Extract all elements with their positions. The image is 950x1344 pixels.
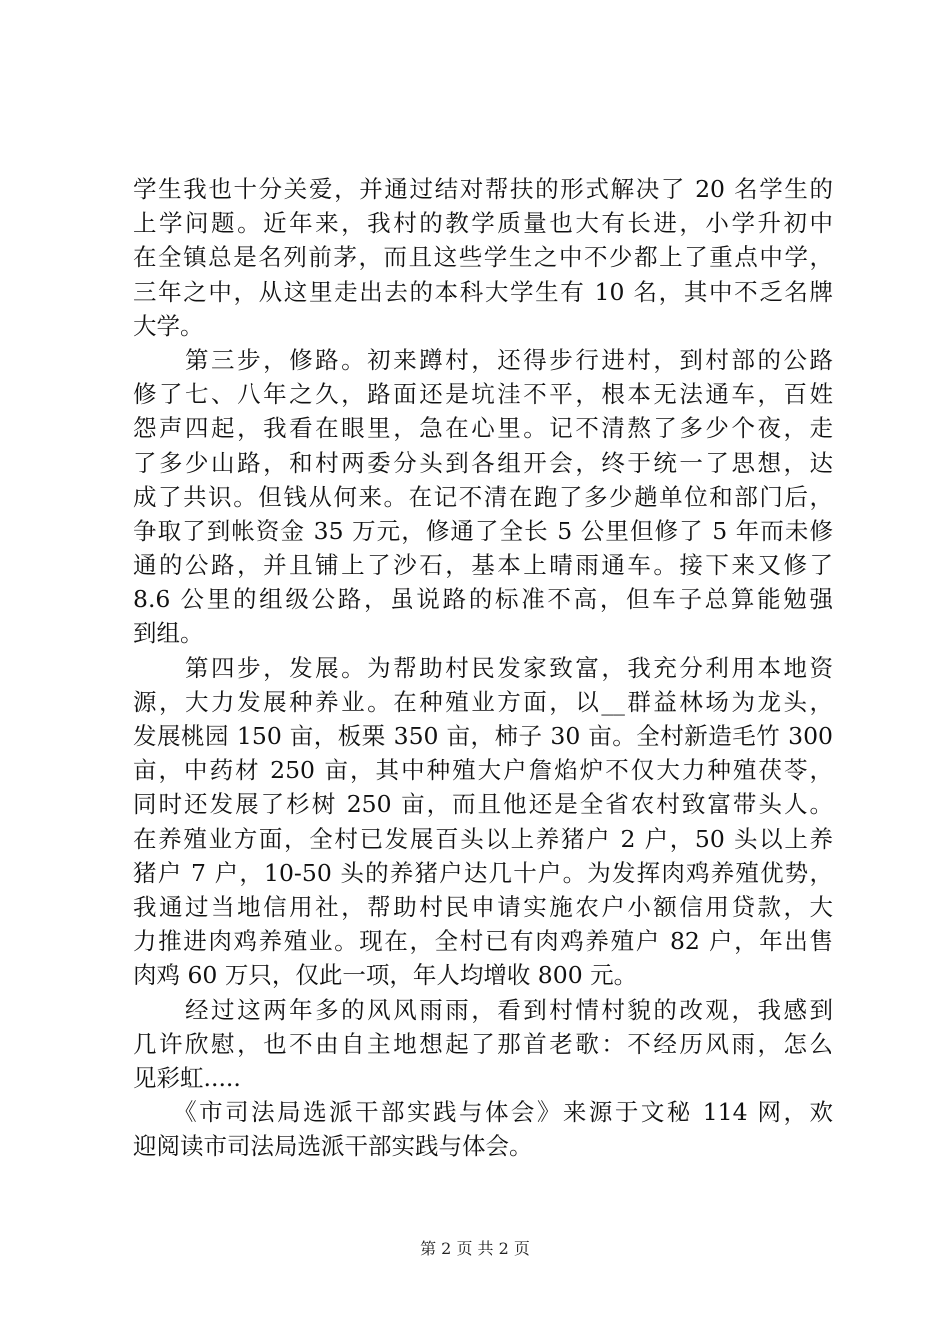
page-number-footer: 第 2 页 共 2 页	[420, 1239, 530, 1258]
text-line: 经过这两年多的风风雨雨，看到村情村貌的改观，我感到	[133, 995, 833, 1024]
text-line: 第三步，修路。初来蹲村，还得步行进村，到村部的公路	[133, 345, 833, 374]
text-line: 几许欣慰，也不由自主地想起了那首老歌：不经历风雨，怎么	[133, 1029, 833, 1058]
paragraph-step-three-road	[133, 343, 833, 651]
paragraph-reflection	[133, 993, 833, 1096]
text-line: 第四步，发展。为帮助村民发家致富，我充分利用本地资	[133, 653, 833, 682]
text-line: 怨声四起，我看在眼里，急在心里。记不清熬了多少个夜，走	[133, 414, 833, 443]
text-line: 上学问题。近年来，我村的教学质量也大有长进，小学升初中	[133, 209, 833, 238]
text-line: 源，大力发展种养业。在种殖业方面，以__群益林场为龙头，	[133, 687, 833, 716]
text-line: 见彩虹.....	[133, 1063, 265, 1092]
paragraph-step-four-development	[133, 651, 833, 993]
text-line: 同时还发展了杉树 250 亩，而且他还是全省农村致富带头人。	[133, 790, 833, 819]
text-line: 《市司法局选派干部实践与体会》来源于文秘 114 网，欢	[133, 1098, 833, 1127]
text-line: 三年之中，从这里走出去的本科大学生有 10 名，其中不乏名牌	[133, 277, 833, 306]
text-line: 在养殖业方面，全村已发展百头以上养猪户 2 户，50 头以上养	[133, 824, 833, 853]
document-body	[133, 172, 833, 1163]
text-line: 力推进肉鸡养殖业。现在，全村已有肉鸡养殖户 82 户，年出售	[133, 927, 833, 956]
text-line: 了多少山路，和村两委分头到各组开会，终于统一了思想，达	[133, 448, 833, 477]
text-line: 迎阅读市司法局选派干部实践与体会。	[133, 1132, 533, 1161]
text-line: 到组。	[133, 619, 204, 648]
paragraph-students	[133, 172, 833, 343]
text-line: 在全镇总是名列前茅，而且这些学生之中不少都上了重点中学，	[133, 243, 833, 272]
text-line: 修了七、八年之久，路面还是坑洼不平，根本无法通车，百姓	[133, 380, 833, 409]
text-line: 成了共识。但钱从何来。在记不清在跑了多少趟单位和部门后，	[133, 482, 833, 511]
paragraph-source-note	[133, 1095, 833, 1163]
text-line: 8.6 公里的组级公路，虽说路的标准不高，但车子总算能勉强	[133, 585, 833, 614]
text-line: 学生我也十分关爱，并通过结对帮扶的形式解决了 20 名学生的	[133, 175, 833, 203]
text-line: 争取了到帐资金 35 万元，修通了全长 5 公里但修了 5 年而未修	[133, 516, 833, 545]
text-line: 大学。	[133, 311, 204, 340]
text-line: 猪户 7 户，10-50 头的养猪户达几十户。为发挥肉鸡养殖优势，	[133, 858, 833, 887]
text-line: 亩，中药材 250 亩，其中种殖大户詹焰炉不仅大力种殖茯苓，	[133, 756, 833, 785]
text-line: 发展桃园 150 亩，板栗 350 亩，柿子 30 亩。全村新造毛竹 300	[133, 722, 833, 750]
text-line: 我通过当地信用社，帮助村民申请实施农户小额信用贷款，大	[133, 892, 833, 921]
text-line: 肉鸡 60 万只，仅此一项，年人均增收 800 元。	[133, 961, 638, 990]
text-line: 通的公路，并且铺上了沙石，基本上晴雨通车。接下来又修了	[133, 551, 833, 580]
